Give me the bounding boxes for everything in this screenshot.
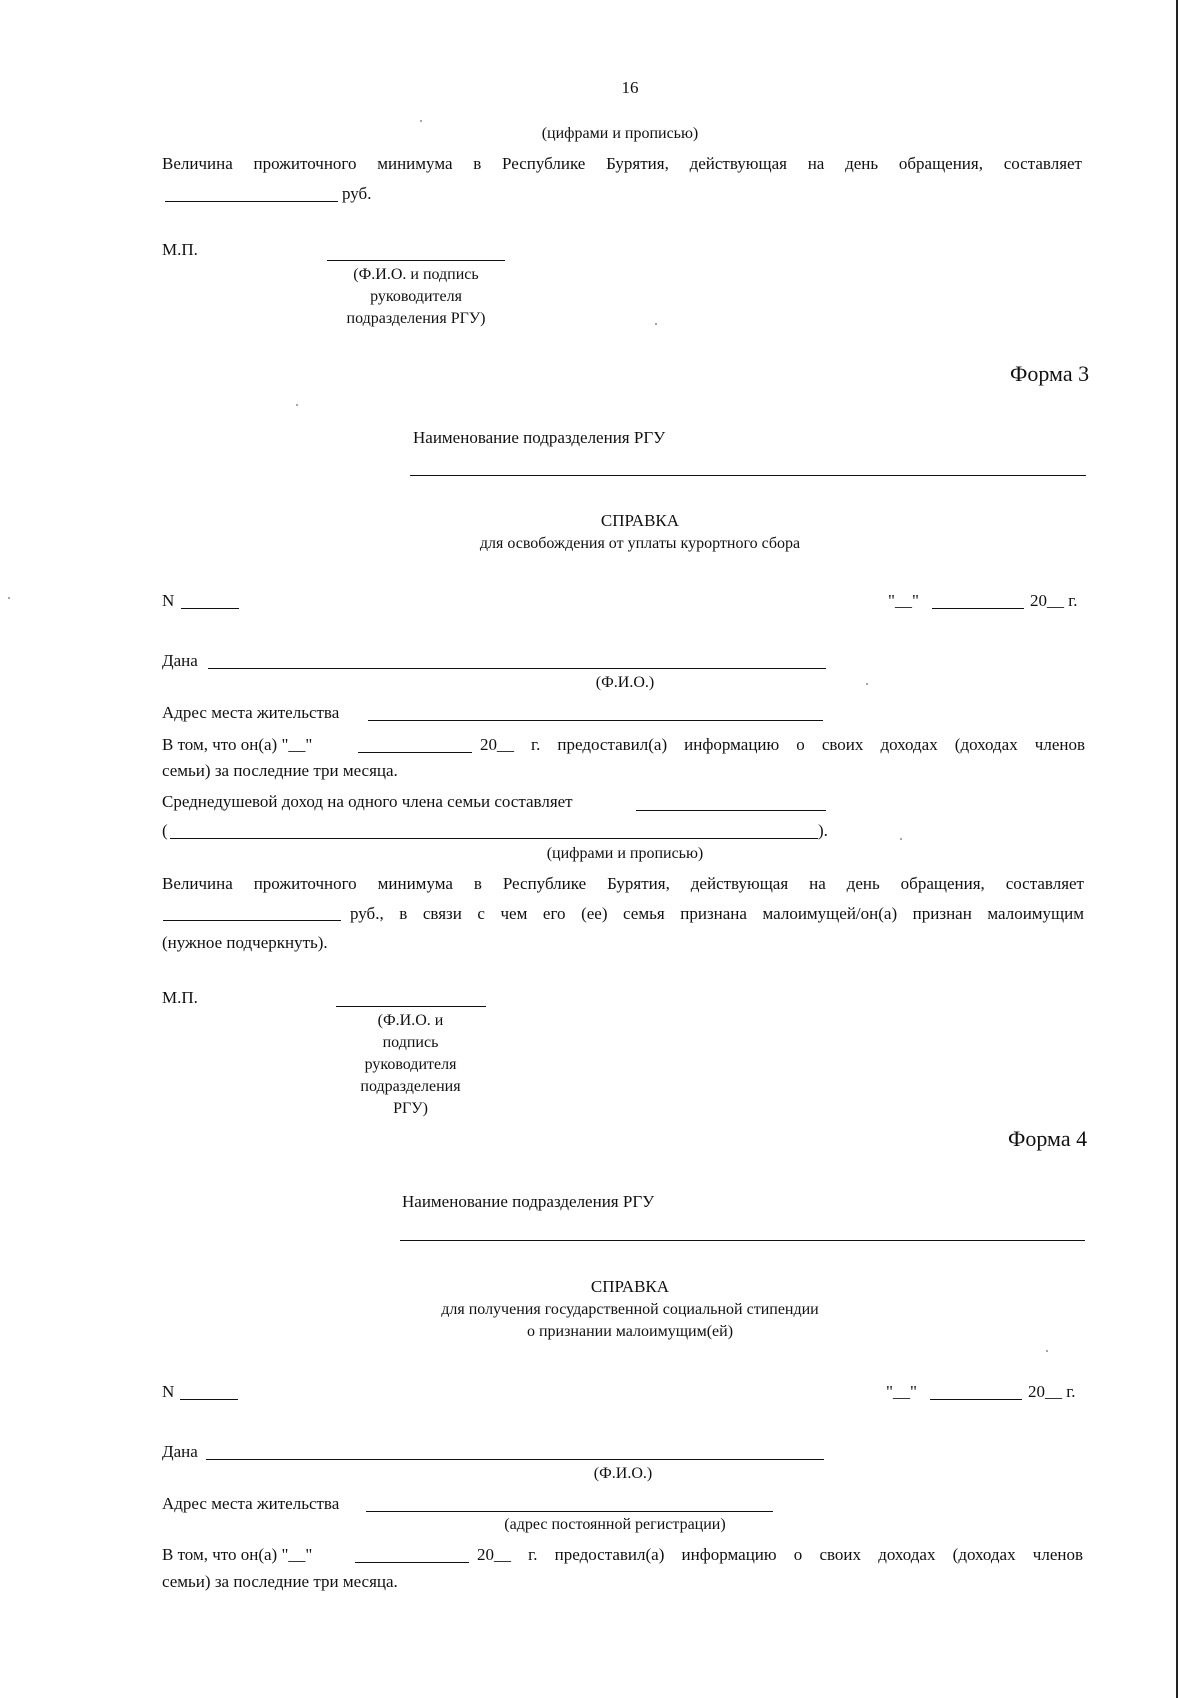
form-4-issued-to-label: Дана <box>162 1442 198 1461</box>
form-3-signature-caption-1: (Ф.И.О. и <box>377 1012 444 1029</box>
form-4-that-line-2: семьи) за последние три месяца. <box>162 1572 398 1591</box>
form-3-paren-close: ). <box>818 821 828 840</box>
form-3-issued-to-label: Дана <box>162 651 198 670</box>
form-3-address-line <box>368 720 823 721</box>
scan-speck <box>1046 1350 1048 1352</box>
signature-caption-3: подразделения РГУ) <box>346 310 486 327</box>
form-4-address-caption: (адрес постоянной регистрации) <box>504 1516 726 1533</box>
form-3-address-label: Адрес места жительства <box>162 703 340 722</box>
form-4-that-line-end: 20__ г. предоставил(а) информацию о своих доходах (доходах членов <box>477 1545 1083 1564</box>
form-4-that-month-line <box>355 1562 469 1563</box>
page-number: 16 <box>621 78 639 97</box>
form-4-subtitle-1: для получения государственной социальной стипендии <box>441 1301 819 1318</box>
form-3-avg-income-line <box>636 810 826 811</box>
seal-label: М.П. <box>162 240 198 259</box>
scan-speck <box>8 597 10 599</box>
form-3-number-line <box>181 608 239 609</box>
form-4-unit-line <box>400 1240 1085 1241</box>
form-3-signature-line <box>336 1006 486 1007</box>
form-3-that-line-start: В том, что он(а) "__" <box>162 735 313 754</box>
form-3-number-label: N <box>162 591 175 610</box>
signature-caption-2: руководителя <box>370 288 462 305</box>
scan-speck <box>420 120 422 122</box>
form-3-underline-note: (нужное подчеркнуть). <box>162 933 328 952</box>
form-3-rub-amount-line <box>163 920 341 921</box>
form-3-that-line-end: 20__ г. предоставил(а) информацию о своих доходах (доходах членов <box>480 735 1085 754</box>
scan-border <box>1176 0 1178 1698</box>
form-4-subtitle-2: о признании малоимущим(ей) <box>526 1323 734 1340</box>
form-4-date-day: "__" <box>886 1382 917 1401</box>
form-3-seal-label: М.П. <box>162 988 198 1007</box>
form-3-rub-line: руб., в связи с чем его (ее) семья признана малоимущей/он(а) признан малоимущим <box>350 904 1084 923</box>
form-3-fio-caption: (Ф.И.О.) <box>595 674 655 691</box>
form-4-number-label: N <box>162 1382 175 1401</box>
form-3-signature-caption-5: РГУ) <box>393 1100 428 1117</box>
signature-caption-1: (Ф.И.О. и подпись <box>353 266 479 283</box>
form-3-avg-income-label: Среднедушевой доход на одного члена семьи составляет <box>162 792 573 811</box>
form-4-issued-to-line <box>206 1459 824 1460</box>
form-3-date-year: 20__ г. <box>1030 591 1078 610</box>
digits-words-caption: (цифрами и прописью) <box>541 125 699 142</box>
rub-label: руб. <box>342 184 372 203</box>
form-3-digits-words-caption: (цифрами и прописью) <box>546 845 704 862</box>
form-3-issued-to-line <box>208 668 826 669</box>
form-3-title: СПРАВКА <box>600 511 680 530</box>
form-3-subtitle: для освобождения от уплаты курортного сбора <box>479 535 801 552</box>
form-3-subsistence-line: Величина прожиточного минимума в Республике Бурятия, действующая на день обращения, составляет <box>162 874 1084 893</box>
form-4-date-year: 20__ г. <box>1028 1382 1076 1401</box>
form-3-unit-name: Наименование подразделения РГУ <box>413 428 666 447</box>
form-4-unit-name: Наименование подразделения РГУ <box>402 1192 655 1211</box>
scan-speck <box>866 683 868 685</box>
subsistence-minimum-line: Величина прожиточного минимума в Республике Бурятия, действующая на день обращения, составляет <box>162 154 1082 173</box>
form-3-amount-words-line <box>170 838 818 839</box>
form-3-label: Форма 3 <box>1010 361 1090 386</box>
signature-line <box>327 260 505 261</box>
form-4-title: СПРАВКА <box>590 1277 670 1296</box>
form-3-date-month-line <box>932 608 1024 609</box>
scan-speck <box>296 404 298 406</box>
form-3-unit-line <box>410 475 1086 476</box>
form-4-address-label: Адрес места жительства <box>162 1494 340 1513</box>
form-4-that-line-start: В том, что он(а) "__" <box>162 1545 313 1564</box>
form-4-address-line <box>366 1511 773 1512</box>
form-4-fio-caption: (Ф.И.О.) <box>593 1465 653 1482</box>
form-3-signature-caption-2: подпись <box>382 1034 439 1051</box>
form-3-paren-open: ( <box>162 821 168 840</box>
form-4-number-line <box>180 1399 238 1400</box>
form-4-date-month-line <box>930 1399 1022 1400</box>
form-3-date-day: "__" <box>888 591 919 610</box>
form-3-that-month-line <box>358 752 472 753</box>
scan-speck <box>655 323 657 325</box>
form-3-signature-caption-4: подразделения <box>360 1078 461 1095</box>
form-4-label: Форма 4 <box>1008 1126 1088 1151</box>
scan-speck <box>900 838 902 840</box>
form-3-signature-caption-3: руководителя <box>364 1056 457 1073</box>
amount-underline <box>165 201 338 202</box>
form-3-that-line-2: семьи) за последние три месяца. <box>162 761 398 780</box>
